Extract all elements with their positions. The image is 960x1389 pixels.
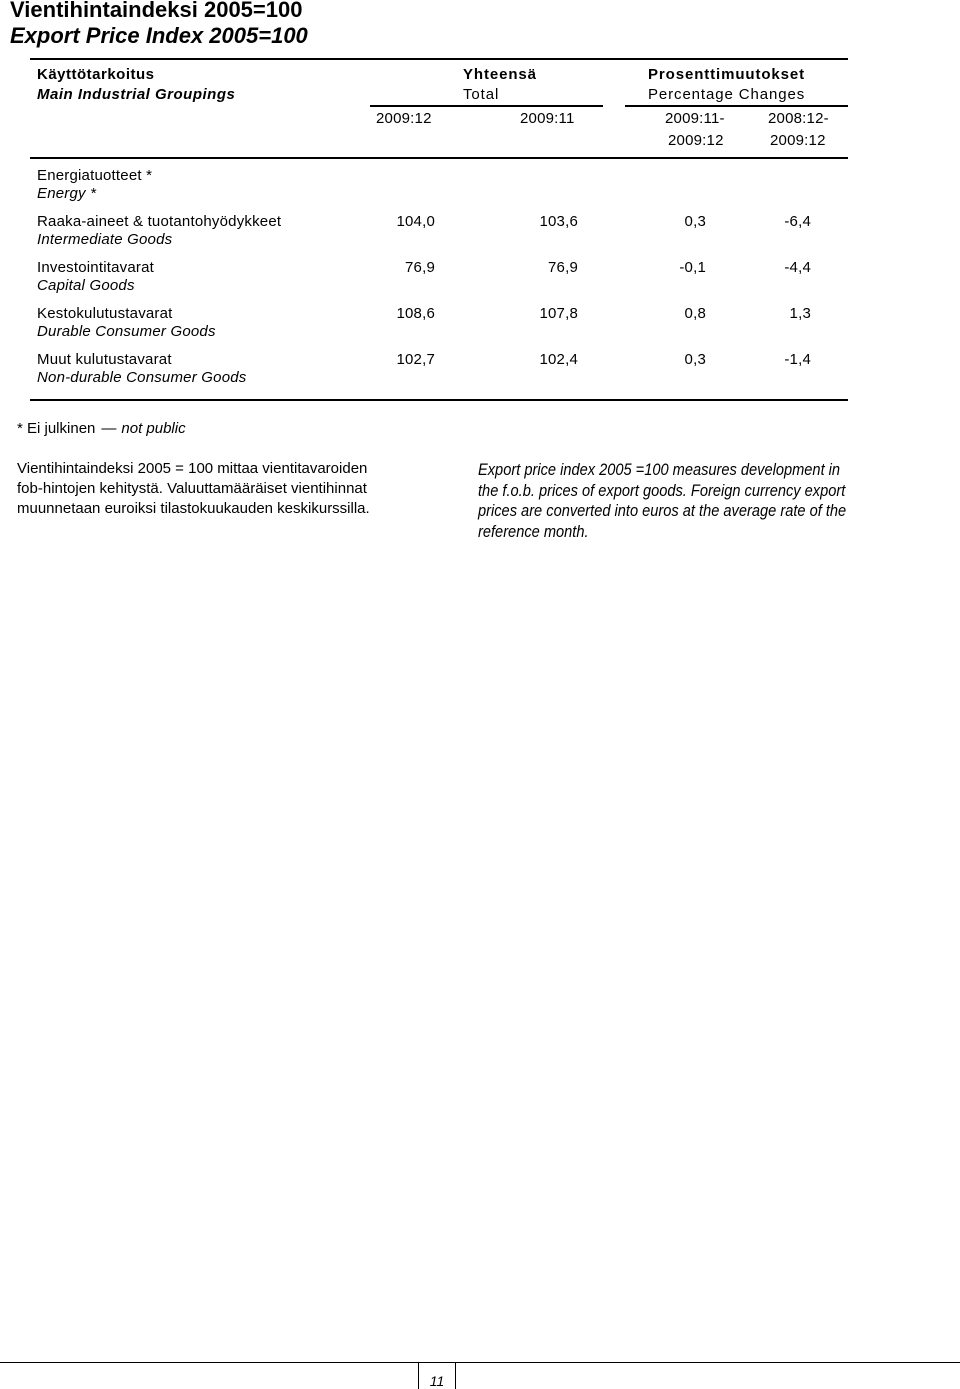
row-label-fi: Energiatuotteet * bbox=[37, 167, 153, 184]
page-subtitle: Export Price Index 2005=100 bbox=[10, 23, 308, 48]
changes-header-fi: Prosenttimuutokset bbox=[648, 66, 806, 83]
row-label-fi: Investointitavarat bbox=[37, 259, 154, 276]
footer-rule bbox=[0, 1362, 960, 1363]
total-header-fi: Yhteensä bbox=[463, 66, 537, 83]
footnote bbox=[17, 421, 186, 437]
row-label-en: Non-durable Consumer Goods bbox=[37, 369, 247, 386]
total-header-underline bbox=[370, 105, 603, 107]
table-cell: 104,0 bbox=[396, 213, 435, 230]
table-cell: 1,3 bbox=[789, 305, 811, 322]
row-label-en: Intermediate Goods bbox=[37, 231, 173, 248]
note-line: fob-hintojen kehitystä. Valuuttamääräiset vientihinnat bbox=[17, 480, 367, 497]
table-cell: 76,9 bbox=[405, 259, 435, 276]
note-line: Export price index 2005 =100 measures development in bbox=[478, 460, 841, 479]
table-rule-bottom bbox=[30, 399, 848, 401]
period-header: 2009:11 bbox=[520, 110, 575, 127]
row-label-fi: Kestokulutustavarat bbox=[37, 305, 173, 322]
period-header: 2009:12 bbox=[668, 132, 724, 149]
row-label-fi: Raaka-aineet & tuotantohyödykkeet bbox=[37, 213, 282, 230]
footnote-en: not public bbox=[121, 420, 186, 437]
row-label-fi: Muut kulutustavarat bbox=[37, 351, 172, 368]
table-rule-top bbox=[30, 58, 848, 60]
note-line: prices are converted into euros at the average rate of the bbox=[478, 501, 847, 520]
table-cell: 0,8 bbox=[684, 305, 706, 322]
note-line: the f.o.b. prices of export goods. Foreign currency export bbox=[478, 480, 846, 500]
table-row bbox=[0, 260, 960, 296]
table-cell: -1,4 bbox=[784, 351, 811, 368]
table-cell: 102,4 bbox=[539, 351, 578, 368]
row-label-en: Durable Consumer Goods bbox=[37, 323, 216, 340]
page-number: 11 bbox=[429, 1373, 445, 1389]
total-header-en: Total bbox=[463, 86, 500, 103]
note-english bbox=[478, 460, 846, 542]
note-line: Vientihintaindeksi 2005 = 100 mittaa vientitavaroiden bbox=[17, 460, 368, 477]
period-header: 2008:12- bbox=[768, 110, 829, 127]
table-cell: 0,3 bbox=[684, 351, 706, 368]
table-cell: 103,6 bbox=[539, 213, 578, 230]
table-row bbox=[0, 306, 960, 342]
table-cell: -6,4 bbox=[784, 213, 811, 230]
note-line: muunnetaan euroiksi tilastokuukauden keskikurssilla. bbox=[17, 500, 370, 517]
period-header: 2009:12 bbox=[770, 132, 826, 149]
table-row bbox=[0, 352, 960, 388]
groupings-header-en: Main Industrial Groupings bbox=[37, 86, 236, 103]
changes-header-underline bbox=[625, 105, 848, 107]
table-cell: 0,3 bbox=[684, 213, 706, 230]
table-cell: 76,9 bbox=[548, 259, 578, 276]
table-cell: 107,8 bbox=[539, 305, 578, 322]
footnote-separator: — bbox=[101, 420, 117, 437]
row-label-en: Energy * bbox=[37, 185, 97, 202]
row-label-en: Capital Goods bbox=[37, 277, 135, 294]
table-cell: 108,6 bbox=[396, 305, 435, 322]
table-row bbox=[0, 214, 960, 250]
changes-header-en: Percentage Changes bbox=[648, 86, 806, 103]
table-rule-header bbox=[30, 157, 848, 159]
footnote-fi: * Ei julkinen bbox=[17, 420, 96, 437]
page-title: Vientihintaindeksi 2005=100 bbox=[10, 0, 303, 22]
table-cell: 102,7 bbox=[396, 351, 435, 368]
table-row bbox=[0, 168, 960, 204]
note-finnish bbox=[17, 459, 370, 519]
period-header: 2009:12 bbox=[376, 110, 432, 127]
table-cell: -4,4 bbox=[784, 259, 811, 276]
page-number-box-right bbox=[455, 1362, 456, 1389]
groupings-header-fi: Käyttötarkoitus bbox=[37, 66, 155, 83]
note-line: reference month. bbox=[478, 521, 589, 541]
table-cell: -0,1 bbox=[679, 259, 706, 276]
period-header: 2009:11- bbox=[665, 110, 725, 127]
